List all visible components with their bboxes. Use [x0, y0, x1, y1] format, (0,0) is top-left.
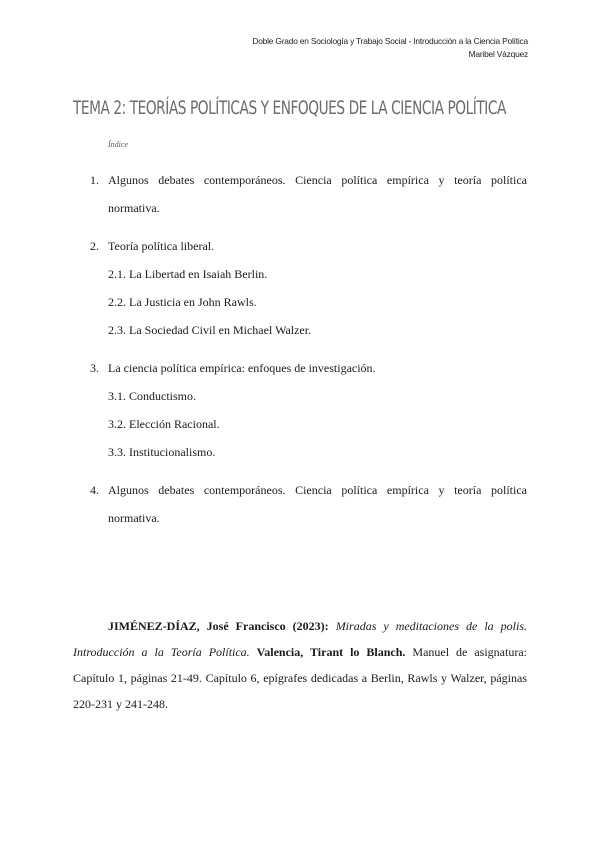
table-of-contents [90, 166, 527, 542]
toc-subitem: 3.3. Institucionalismo. [108, 445, 216, 459]
toc-item-4 [90, 476, 527, 532]
toc-number: 3. [90, 361, 99, 375]
page-title: TEMA 2: TEORÍAS POLÍTICAS Y ENFOQUES DE LA CIENCIA POLÍTICA [73, 97, 506, 119]
toc-text: Teoría política liberal. [108, 239, 215, 253]
toc-number: 4. [90, 483, 99, 497]
toc-text: Algunos debates contemporáneos. Ciencia política empírica y teoría política normativa. [108, 173, 527, 215]
toc-text: La ciencia política empírica: enfoques de investigación. [108, 361, 376, 375]
reference-publisher: Valencia, Tirant lo Blanch. [256, 645, 406, 659]
index-label: Índice [108, 140, 128, 149]
bibliographic-reference [73, 613, 527, 717]
toc-number: 2. [90, 239, 99, 253]
toc-item-2 [90, 232, 527, 344]
toc-number: 1. [90, 173, 99, 187]
toc-subitem: 2.3. La Sociedad Civil en Michael Walzer. [108, 323, 312, 337]
page-header [252, 35, 528, 61]
toc-item-1 [90, 166, 527, 222]
toc-text: Algunos debates contemporáneos. Ciencia política empírica y teoría política normativa. [108, 483, 527, 525]
header-author: Maribel Vázquez [468, 49, 528, 59]
header-course: Doble Grado en Sociología y Trabajo Social - Introducción a la Ciencia Política [252, 36, 528, 46]
toc-subitem: 3.2. Elección Racional. [108, 417, 220, 431]
reference-book-title: Miradas y meditaciones de la polis. Introducción a la Teoría Política. [73, 619, 528, 659]
reference-author: JIMÉNEZ-DÍAZ, José Francisco (2023): [108, 619, 329, 633]
toc-subitem: 2.2. La Justicia en John Rawls. [108, 295, 257, 309]
reference-details: Manuel de asignatura: Capítulo 1, páginas 21-49. Capítulo 6, epígrafes dedicadas a Berlin, Rawls y Walzer, páginas 220-231 y 241-248. [73, 645, 527, 711]
toc-subitem: 2.1. La Libertad en Isaiah Berlin. [108, 267, 268, 281]
toc-item-3 [90, 354, 527, 466]
toc-subitem: 3.1. Conductismo. [108, 389, 197, 403]
